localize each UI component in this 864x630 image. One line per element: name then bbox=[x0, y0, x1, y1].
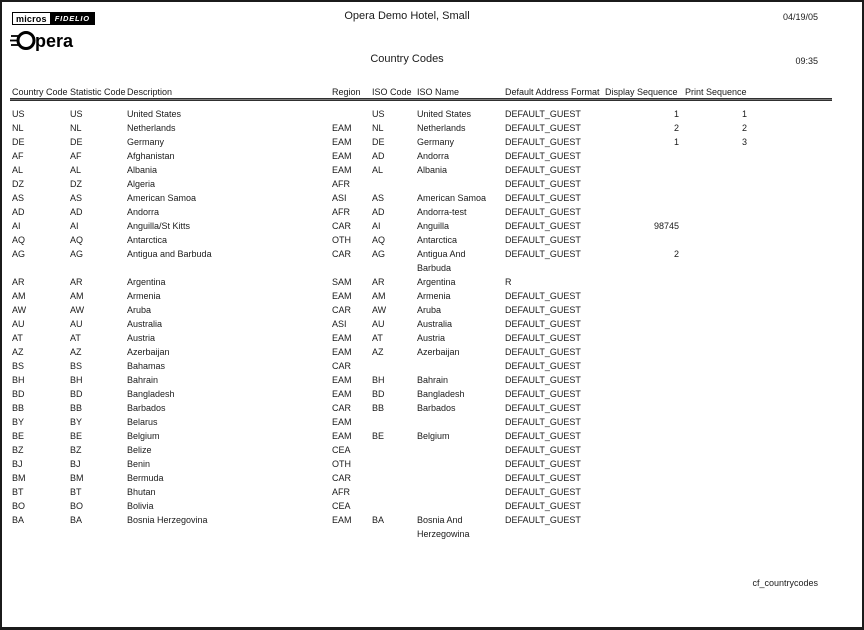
cell-print-sequence: 3 bbox=[741, 137, 747, 147]
cell-address-format: DEFAULT_GUEST bbox=[505, 207, 581, 217]
cell-statistic-code: AD bbox=[70, 207, 83, 217]
table-row bbox=[12, 303, 856, 317]
micros-logo-text: micros bbox=[12, 12, 51, 25]
table-row bbox=[12, 205, 856, 219]
cell-country-code: BM bbox=[12, 473, 26, 483]
cell-country-code: AT bbox=[12, 333, 23, 343]
cell-iso-code: AQ bbox=[372, 235, 386, 245]
cell-region: CAR bbox=[332, 221, 352, 231]
cell-country-code: BJ bbox=[12, 459, 23, 469]
cell-region: AFR bbox=[332, 179, 350, 189]
cell-description: Armenia bbox=[127, 291, 161, 301]
report-date: 04/19/05 bbox=[782, 12, 818, 22]
cell-region: CEA bbox=[332, 501, 351, 511]
table-row bbox=[12, 163, 856, 177]
table-row bbox=[12, 135, 856, 149]
cell-statistic-code: AZ bbox=[70, 347, 82, 357]
cell-description: Bahamas bbox=[127, 361, 166, 371]
cell-description: Bolivia bbox=[127, 501, 154, 511]
cell-country-code: AW bbox=[12, 305, 27, 315]
cell-iso-name: Barbados bbox=[417, 403, 456, 413]
cell-statistic-code: BJ bbox=[70, 459, 81, 469]
cell-region: AFR bbox=[332, 207, 350, 217]
cell-iso-name: Armenia bbox=[417, 291, 451, 301]
column-header-display-sequence: Display Sequence bbox=[605, 87, 678, 97]
cell-statistic-code: AT bbox=[70, 333, 81, 343]
table-row bbox=[12, 233, 856, 247]
cell-address-format: DEFAULT_GUEST bbox=[505, 417, 581, 427]
cell-iso-code: BB bbox=[372, 403, 385, 413]
table-row bbox=[12, 149, 856, 163]
table-row bbox=[12, 191, 856, 205]
cell-description: Belarus bbox=[127, 417, 158, 427]
cell-country-code: AD bbox=[12, 207, 25, 217]
cell-region: EAM bbox=[332, 333, 352, 343]
cell-address-format: DEFAULT_GUEST bbox=[505, 459, 581, 469]
cell-description: Belize bbox=[127, 445, 152, 455]
cell-address-format: DEFAULT_GUEST bbox=[505, 123, 581, 133]
cell-iso-name: United States bbox=[417, 109, 472, 119]
cell-address-format: DEFAULT_GUEST bbox=[505, 165, 581, 175]
cell-iso-code: AT bbox=[372, 333, 383, 343]
cell-region: CAR bbox=[332, 361, 352, 371]
column-header-print-sequence: Print Sequence bbox=[685, 87, 747, 97]
cell-description: Antigua and Barbuda bbox=[127, 249, 212, 259]
cell-address-format: DEFAULT_GUEST bbox=[505, 501, 581, 511]
cell-address-format: DEFAULT_GUEST bbox=[505, 347, 581, 357]
cell-iso-name: Argentina bbox=[417, 277, 456, 287]
cell-statistic-code: AI bbox=[70, 221, 79, 231]
cell-address-format: DEFAULT_GUEST bbox=[505, 249, 581, 259]
cell-region: EAM bbox=[332, 347, 352, 357]
cell-country-code: AZ bbox=[12, 347, 24, 357]
table-row bbox=[12, 359, 856, 373]
opera-logo-icon bbox=[10, 28, 74, 54]
cell-iso-code: NL bbox=[372, 123, 384, 133]
cell-iso-code: AL bbox=[372, 165, 384, 175]
table-row bbox=[12, 387, 856, 401]
cell-address-format: DEFAULT_GUEST bbox=[505, 361, 581, 371]
cell-address-format: DEFAULT_GUEST bbox=[505, 179, 581, 189]
cell-region: OTH bbox=[332, 235, 351, 245]
table-row bbox=[12, 485, 856, 499]
report-code: cf_countrycodes bbox=[752, 578, 818, 588]
table-row bbox=[12, 471, 856, 485]
cell-iso-name: Bangladesh bbox=[417, 389, 465, 399]
cell-address-format: DEFAULT_GUEST bbox=[505, 389, 581, 399]
cell-statistic-code: BY bbox=[70, 417, 83, 427]
cell-statistic-code: US bbox=[70, 109, 83, 119]
cell-iso-name: Andorra bbox=[417, 151, 450, 161]
cell-address-format: DEFAULT_GUEST bbox=[505, 235, 581, 245]
cell-iso-code: US bbox=[372, 109, 385, 119]
cell-country-code: AL bbox=[12, 165, 24, 175]
table-row bbox=[12, 107, 856, 121]
cell-country-code: BT bbox=[12, 487, 24, 497]
cell-print-sequence: 2 bbox=[741, 123, 747, 133]
cell-description: Andorra bbox=[127, 207, 160, 217]
cell-statistic-code: AS bbox=[70, 193, 83, 203]
cell-iso-code: DE bbox=[372, 137, 385, 147]
cell-description: Benin bbox=[127, 459, 151, 469]
cell-display-sequence: 2 bbox=[673, 123, 679, 133]
cell-display-sequence: 2 bbox=[673, 249, 679, 259]
cell-country-code: BB bbox=[12, 403, 25, 413]
table-row bbox=[12, 429, 856, 443]
table-row bbox=[12, 499, 856, 513]
cell-iso-name: Aruba bbox=[417, 305, 442, 315]
cell-iso-code: AG bbox=[372, 249, 386, 259]
fidelio-logo-text: FIDELIO bbox=[51, 12, 95, 25]
cell-address-format: DEFAULT_GUEST bbox=[505, 193, 581, 203]
header-divider-rule bbox=[10, 98, 832, 101]
cell-iso-code: AM bbox=[372, 291, 386, 301]
cell-country-code: AI bbox=[12, 221, 21, 231]
cell-iso-name: Germany bbox=[417, 137, 455, 147]
cell-country-code: BS bbox=[12, 361, 25, 371]
table-row bbox=[12, 415, 856, 429]
cell-description: Barbados bbox=[127, 403, 166, 413]
column-header-iso-name: ISO Name bbox=[417, 87, 460, 97]
cell-country-code: BY bbox=[12, 417, 25, 427]
column-header-description: Description bbox=[127, 87, 173, 97]
cell-country-code: BZ bbox=[12, 445, 24, 455]
cell-country-code: BE bbox=[12, 431, 25, 441]
cell-region: OTH bbox=[332, 459, 351, 469]
cell-statistic-code: AR bbox=[70, 277, 83, 287]
table-row bbox=[12, 373, 856, 387]
cell-country-code: AG bbox=[12, 249, 26, 259]
cell-statistic-code: BO bbox=[70, 501, 84, 511]
cell-iso-name: Albania bbox=[417, 165, 448, 175]
cell-iso-code: AR bbox=[372, 277, 385, 287]
cell-region: EAM bbox=[332, 123, 352, 133]
column-header-statistic-code: Statistic Code bbox=[70, 87, 126, 97]
cell-country-code: DZ bbox=[12, 179, 24, 189]
cell-description: Albania bbox=[127, 165, 158, 175]
cell-region: CAR bbox=[332, 473, 352, 483]
cell-display-sequence: 1 bbox=[673, 137, 679, 147]
table-row bbox=[12, 317, 856, 331]
cell-description: Argentina bbox=[127, 277, 166, 287]
cell-description: Bhutan bbox=[127, 487, 156, 497]
report-title: Country Codes bbox=[370, 53, 444, 65]
cell-iso-code: AD bbox=[372, 207, 385, 217]
cell-country-code: AR bbox=[12, 277, 25, 287]
cell-description: Antarctica bbox=[127, 235, 168, 245]
cell-statistic-code: BA bbox=[70, 515, 83, 525]
cell-description: Bermuda bbox=[127, 473, 164, 483]
column-header-iso-code: ISO Code bbox=[372, 87, 412, 97]
cell-address-format: DEFAULT_GUEST bbox=[505, 403, 581, 413]
cell-statistic-code: BB bbox=[70, 403, 83, 413]
cell-description: Germany bbox=[127, 137, 165, 147]
cell-address-format: DEFAULT_GUEST bbox=[505, 515, 581, 525]
cell-iso-code: BE bbox=[372, 431, 385, 441]
table-row bbox=[12, 401, 856, 415]
cell-description: Aruba bbox=[127, 305, 152, 315]
cell-iso-code: BD bbox=[372, 389, 385, 399]
cell-display-sequence: 98745 bbox=[653, 221, 679, 231]
cell-region: EAM bbox=[332, 137, 352, 147]
cell-description: Austria bbox=[127, 333, 156, 343]
hotel-title: Opera Demo Hotel, Small bbox=[344, 10, 470, 22]
cell-address-format: DEFAULT_GUEST bbox=[505, 319, 581, 329]
cell-address-format: DEFAULT_GUEST bbox=[505, 431, 581, 441]
cell-address-format: DEFAULT_GUEST bbox=[505, 221, 581, 231]
cell-iso-name: American Samoa bbox=[417, 193, 487, 203]
table-row bbox=[12, 177, 856, 191]
cell-iso-name: Andorra-test bbox=[417, 207, 467, 217]
table-row bbox=[12, 219, 856, 233]
cell-address-format: DEFAULT_GUEST bbox=[505, 109, 581, 119]
table-row bbox=[12, 121, 856, 135]
cell-description: Australia bbox=[127, 319, 163, 329]
cell-country-code: BD bbox=[12, 389, 25, 399]
cell-address-format: DEFAULT_GUEST bbox=[505, 333, 581, 343]
cell-description: American Samoa bbox=[127, 193, 197, 203]
cell-iso-code: AI bbox=[372, 221, 381, 231]
cell-iso-name: Bosnia And Herzegowina bbox=[417, 515, 470, 539]
cell-country-code: US bbox=[12, 109, 25, 119]
cell-country-code: AS bbox=[12, 193, 25, 203]
cell-iso-code: BH bbox=[372, 375, 385, 385]
cell-address-format: DEFAULT_GUEST bbox=[505, 291, 581, 301]
cell-address-format: DEFAULT_GUEST bbox=[505, 445, 581, 455]
cell-statistic-code: BD bbox=[70, 389, 83, 399]
cell-print-sequence: 1 bbox=[741, 109, 747, 119]
cell-address-format: DEFAULT_GUEST bbox=[505, 375, 581, 385]
cell-region: SAM bbox=[332, 277, 352, 287]
cell-region: EAM bbox=[332, 431, 352, 441]
cell-iso-name: Netherlands bbox=[417, 123, 466, 133]
table-row bbox=[12, 331, 856, 345]
cell-address-format: DEFAULT_GUEST bbox=[505, 473, 581, 483]
cell-statistic-code: BE bbox=[70, 431, 83, 441]
cell-region: EAM bbox=[332, 417, 352, 427]
cell-description: Netherlands bbox=[127, 123, 176, 133]
cell-region: ASI bbox=[332, 193, 347, 203]
cell-iso-code: AS bbox=[372, 193, 385, 203]
cell-description: Anguilla/St Kitts bbox=[127, 221, 191, 231]
cell-statistic-code: BZ bbox=[70, 445, 82, 455]
cell-iso-code: AW bbox=[372, 305, 387, 315]
cell-iso-code: BA bbox=[372, 515, 385, 525]
cell-iso-code: AD bbox=[372, 151, 385, 161]
cell-statistic-code: AL bbox=[70, 165, 82, 175]
cell-iso-name: Anguilla bbox=[417, 221, 450, 231]
column-header-region: Region bbox=[332, 87, 361, 97]
cell-iso-name: Azerbaijan bbox=[417, 347, 460, 357]
cell-address-format: DEFAULT_GUEST bbox=[505, 137, 581, 147]
cell-description: Afghanistan bbox=[127, 151, 175, 161]
cell-region: CAR bbox=[332, 403, 352, 413]
cell-statistic-code: AM bbox=[70, 291, 84, 301]
table-body bbox=[12, 107, 856, 541]
cell-region: CEA bbox=[332, 445, 351, 455]
cell-statistic-code: BH bbox=[70, 375, 83, 385]
cell-iso-name: Austria bbox=[417, 333, 446, 343]
cell-statistic-code: DE bbox=[70, 137, 83, 147]
cell-iso-name: Bahrain bbox=[417, 375, 449, 385]
cell-statistic-code: AF bbox=[70, 151, 82, 161]
table-row bbox=[12, 457, 856, 471]
cell-description: Bosnia Herzegovina bbox=[127, 515, 208, 525]
cell-country-code: BH bbox=[12, 375, 25, 385]
cell-address-format: DEFAULT_GUEST bbox=[505, 151, 581, 161]
cell-country-code: BA bbox=[12, 515, 25, 525]
cell-statistic-code: NL bbox=[70, 123, 82, 133]
column-header-country-code: Country Code bbox=[12, 87, 68, 97]
cell-statistic-code: BM bbox=[70, 473, 84, 483]
cell-iso-code: AU bbox=[372, 319, 385, 329]
cell-iso-name: Antigua And Barbuda bbox=[417, 249, 466, 273]
table-row bbox=[12, 289, 856, 303]
table-row bbox=[12, 275, 856, 289]
cell-description: United States bbox=[127, 109, 182, 119]
cell-region: EAM bbox=[332, 291, 352, 301]
cell-address-format: DEFAULT_GUEST bbox=[505, 487, 581, 497]
cell-region: AFR bbox=[332, 487, 350, 497]
cell-description: Bahrain bbox=[127, 375, 159, 385]
cell-country-code: AF bbox=[12, 151, 24, 161]
cell-statistic-code: DZ bbox=[70, 179, 82, 189]
cell-region: CAR bbox=[332, 305, 352, 315]
cell-country-code: AM bbox=[12, 291, 26, 301]
cell-description: Azerbaijan bbox=[127, 347, 170, 357]
cell-statistic-code: AW bbox=[70, 305, 85, 315]
cell-country-code: AU bbox=[12, 319, 25, 329]
report-time: 09:35 bbox=[795, 56, 818, 66]
cell-region: EAM bbox=[332, 165, 352, 175]
cell-country-code: DE bbox=[12, 137, 25, 147]
table-row bbox=[12, 247, 856, 275]
table-row bbox=[12, 345, 856, 359]
cell-statistic-code: AU bbox=[70, 319, 83, 329]
cell-region: EAM bbox=[332, 515, 352, 525]
cell-iso-name: Australia bbox=[417, 319, 453, 329]
cell-description: Bangladesh bbox=[127, 389, 175, 399]
cell-description: Belgium bbox=[127, 431, 160, 441]
cell-country-code: BO bbox=[12, 501, 26, 511]
cell-iso-name: Belgium bbox=[417, 431, 450, 441]
cell-statistic-code: BS bbox=[70, 361, 83, 371]
cell-region: EAM bbox=[332, 389, 352, 399]
cell-region: CAR bbox=[332, 249, 352, 259]
cell-address-format: DEFAULT_GUEST bbox=[505, 305, 581, 315]
cell-country-code: AQ bbox=[12, 235, 26, 245]
cell-statistic-code: AQ bbox=[70, 235, 84, 245]
cell-iso-name: Antarctica bbox=[417, 235, 458, 245]
cell-display-sequence: 1 bbox=[673, 109, 679, 119]
cell-statistic-code: AG bbox=[70, 249, 84, 259]
table-row bbox=[12, 443, 856, 457]
cell-address-format: R bbox=[505, 277, 512, 287]
cell-iso-code: AZ bbox=[372, 347, 384, 357]
column-header-address-format: Default Address Format bbox=[505, 87, 600, 97]
table-header-row bbox=[12, 87, 856, 98]
cell-region: EAM bbox=[332, 151, 352, 161]
cell-description: Algeria bbox=[127, 179, 156, 189]
cell-region: ASI bbox=[332, 319, 347, 329]
cell-region: EAM bbox=[332, 375, 352, 385]
opera-logo-word: pera bbox=[35, 31, 74, 51]
cell-statistic-code: BT bbox=[70, 487, 82, 497]
cell-country-code: NL bbox=[12, 123, 24, 133]
table-row bbox=[12, 513, 856, 541]
